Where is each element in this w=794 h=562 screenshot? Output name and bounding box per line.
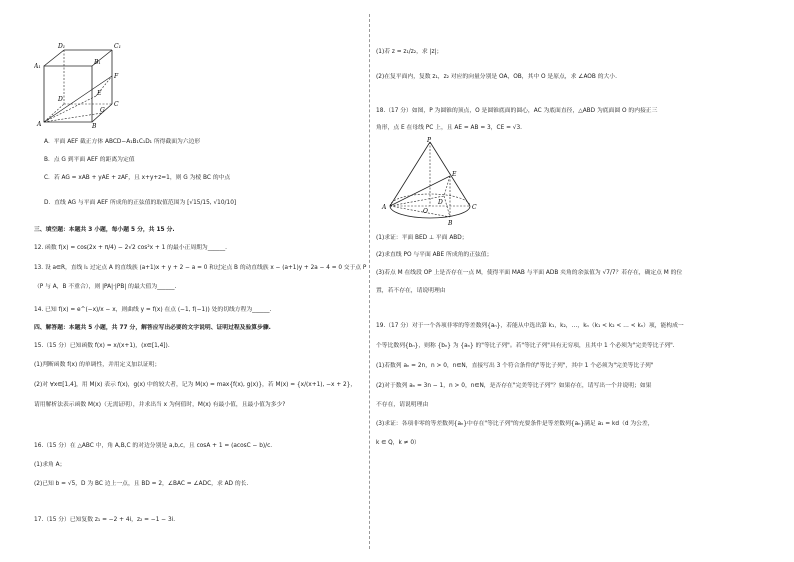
label-D1: D₁ bbox=[58, 43, 66, 50]
label-C: C bbox=[472, 204, 477, 211]
question-18-part3-cont: 置，若不存在，请说明理由 bbox=[376, 288, 446, 294]
question-19-part3-cont: k ∈ Q，k ≠ 0） bbox=[376, 440, 420, 446]
label-G: G bbox=[100, 107, 105, 114]
question-14: 14. 已知 f(x) = e^(−x)/x − x，则曲线 y = f(x) 在点 (−1, f(−1)) 处的切线方程为______. bbox=[34, 307, 272, 313]
label-C1: C₁ bbox=[114, 43, 121, 50]
question-19-line1: 19.（17 分）对于一个各项非零的等差数列{aₙ}，若能从中选出第 k₁，k₂，…，kₙ（k₁ < k₂ < … < kₙ）项，能构成一 bbox=[376, 323, 684, 329]
label-B: B bbox=[92, 123, 97, 128]
option-b: B．点 G 到平面 AEF 的距离为定值 bbox=[44, 157, 135, 163]
section-3-heading: 三、填空题：本题共 3 小题，每小题 5 分，共 15 分. bbox=[34, 227, 175, 233]
right-column bbox=[372, 0, 767, 562]
question-13-line1: 13. 设 a∈R，直线 l₁ 过定点 A 的直线族 (a+1)x + y + 2 − a = 0 和过定点 B 的动直线族 x − (a+1)y + 2a − 4 = 0 交于点 P bbox=[34, 265, 367, 271]
question-17-part2: (2)在复平面内，复数 z₁，z₂ 对应的向量分别是 OA，OB，其中 O 是原点，求 ∠AOB 的大小. bbox=[376, 74, 617, 80]
question-18-line1: 18.（17 分）如图，P 为圆锥的顶点，O 是圆锥底面的圆心，AC 为底面直径，△ABD 为底面圆 O 的内接正三 bbox=[376, 108, 658, 114]
label-B: B bbox=[448, 220, 453, 227]
label-D: D bbox=[438, 199, 443, 206]
question-13-line2: （P 与 A，B 不重合），则 |PA|·|PB| 的最大值为______. bbox=[34, 284, 177, 290]
question-16-line2: (1)求角 A； bbox=[34, 462, 66, 468]
question-17: 17.（15 分）已知复数 z₁ = −2 + 4i，z₂ = −1 − 3i. bbox=[34, 517, 176, 523]
question-19-part2: (2)对于数列 aₙ = 3n − 1，n > 0，n∈N，是否存在"完美等比子列"？如果存在，请写出一个并说明；如果 bbox=[376, 383, 652, 389]
question-12: 12. 函数 f(x) = cos(2x + π/4) − 2√2 cos²x + 1 的最小正周期为______. bbox=[34, 245, 227, 251]
question-16-line1: 16.（15 分）在 △ABC 中，角 A,B,C 的对边分别是 a,b,c，且 cosA + 1 = (acosC − b)/c. bbox=[34, 443, 273, 449]
label-A: A bbox=[382, 204, 387, 211]
label-O: O bbox=[423, 208, 428, 215]
label-D: D bbox=[58, 96, 63, 103]
question-19-line2: 个等比数列{bₙ}，则称 {bₙ} 为 {aₙ} 的"等比子列"。若"等比子列"具有无穷项，且其中 1 个必须为"完美等比子列". bbox=[376, 343, 675, 349]
option-c: C．若 AG = xAB + yAE + zAF，且 x+y+z=1，则 G 为棱 BC 的中点 bbox=[44, 175, 231, 181]
option-a: A．平面 AEF 截正方体 ABCD−A₁B₁C₁D₁ 所得截面为六边形 bbox=[44, 139, 201, 145]
section-4-heading: 四、解答题：本题共 5 小题，共 77 分，解答应写出必要的文字说明、证明过程及验算步骤. bbox=[34, 325, 271, 331]
label-E: E bbox=[97, 90, 102, 97]
label-C: C bbox=[114, 101, 119, 108]
label-A: A bbox=[37, 121, 42, 128]
question-17-part1: (1)若 z = z₁/z₂，求 |z|； bbox=[376, 49, 443, 55]
question-18-line2: 角形，点 E 在母线 PC 上，且 AE = AB = 3，CE = √3. bbox=[376, 125, 523, 131]
question-19-part1: (1)若数列 aₙ = 2n，n > 0，n∈N，直接写出 3 个符合条件的"等比子列"，其中 1 个必须为"完美等比子列" bbox=[376, 363, 654, 369]
question-19-part2-cont: 不存在，请说明理由 bbox=[376, 402, 429, 408]
label-E: E bbox=[452, 171, 457, 178]
label-B1: B₁ bbox=[94, 59, 101, 66]
question-15-line4: 请用解析法表示函数 M(x)（无需证明），并求出当 x 为何值时，M(x) 有最小值，且最小值为多少? bbox=[34, 402, 286, 408]
cube-figure bbox=[34, 38, 134, 128]
label-A1: A₁ bbox=[34, 63, 41, 70]
left-column bbox=[30, 0, 368, 562]
question-15-line3: (2)对 ∀x∈[1,4]，用 M(x) 表示 f(x)，g(x) 中的较大者，记为 M(x) = max{f(x), g(x)}，若 M(x) = {x/(x+1), −x + 2}， bbox=[34, 382, 357, 388]
option-d: D．直线 AG 与平面 AEF 所成角的正弦值的取值范围为 [√15/15, √10/10] bbox=[44, 200, 237, 206]
question-16-line3: (2)已知 b = √5，D 为 BC 边上一点，且 BD = 2，∠BAC = ∠ADC，求 AD 的长. bbox=[34, 481, 249, 487]
question-18-part1: (1)求证：平面 BED ⊥ 平面 ABD； bbox=[376, 235, 468, 241]
question-18-part2: (2)求直线 PO 与平面 ABE 所成角的正弦值； bbox=[376, 252, 493, 258]
question-19-part3: (3)求证：各项非零的等差数列{aₙ}中存在"等比子列"的充要条件是等差数列{aₙ}满足 a₁ = kd（d 为公差， bbox=[376, 421, 654, 427]
cone-figure bbox=[378, 136, 478, 228]
column-divider bbox=[369, 14, 370, 549]
label-P: P bbox=[427, 137, 432, 144]
question-15-line1: 15.（15 分）已知函数 f(x) = x/(x+1)，(x∈[1,4]). bbox=[34, 343, 170, 349]
label-F: F bbox=[114, 73, 119, 80]
question-18-part3: (3)若点 M 在线段 OP 上是否存在一点 M，使得平面 MAB 与平面 ADB 夹角的余弦值为 √7/7？若存在，确定点 M 的位 bbox=[376, 270, 683, 276]
question-15-line2: (1)判断函数 f(x) 的单调性，并用定义加以证明； bbox=[34, 362, 161, 368]
